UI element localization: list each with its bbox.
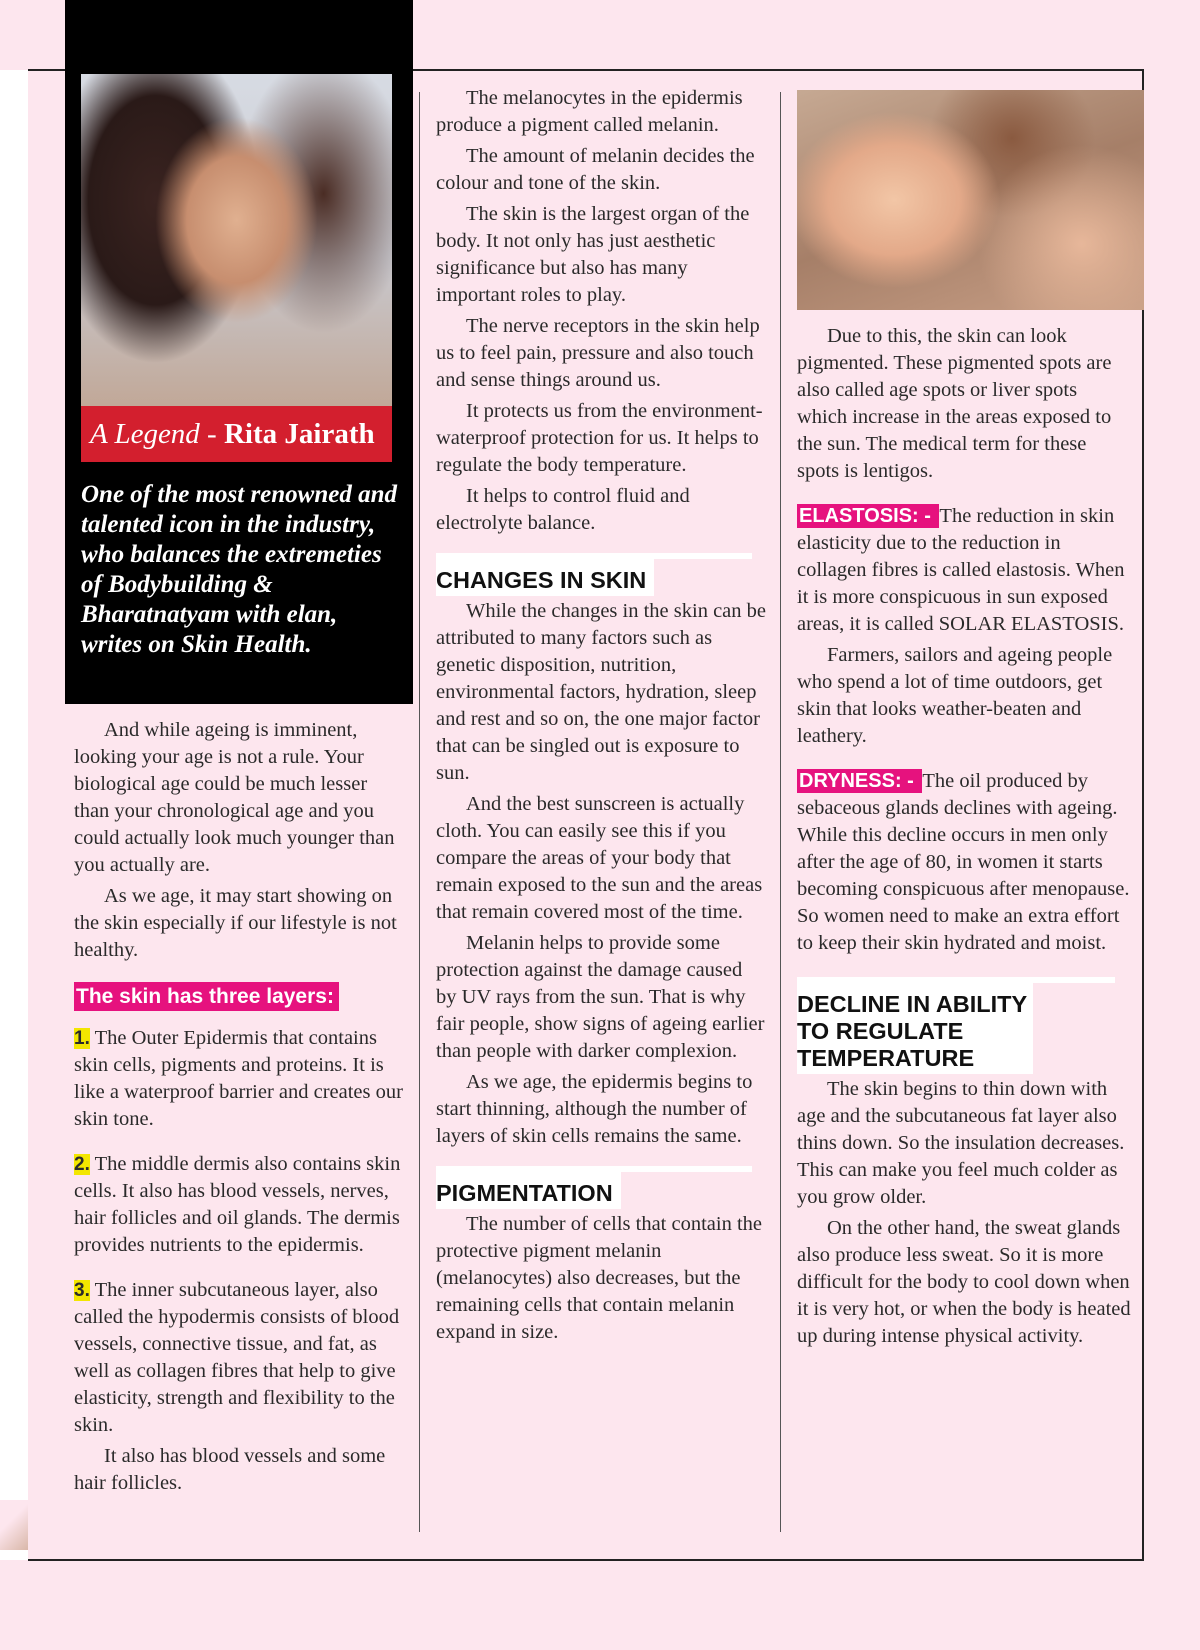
column-divider: [780, 92, 781, 1532]
elastosis-label: ELASTOSIS: -: [797, 504, 939, 528]
paragraph: On the other hand, the sweat glands also produce less sweat. So it is more difficult for the body to cool down when it is very hot, or when the body is heated up during intense physical activity.: [797, 1217, 1131, 1347]
heading-rule: [797, 977, 1115, 983]
layer-item: [74, 1025, 404, 1133]
paragraph: Melanin helps to provide some protection against the damage caused by UV rays from the sun. That is why fair people, show signs of ageing earlier than people with darker complexion.: [436, 932, 765, 1062]
caption-author-name: Rita Jairath: [223, 418, 375, 450]
section-heading: PIGMENTATION: [436, 1166, 621, 1209]
layer-text: The Outer Epidermis that contains skin cells, pigments and proteins. It is like a waterproof barrier and creates our skin tone.: [74, 1027, 403, 1130]
section-heading-block: [797, 977, 1132, 1074]
column-1: [74, 717, 404, 1497]
layer-number: 1.: [74, 1028, 90, 1049]
column-3: [797, 323, 1132, 1350]
layer-item: [74, 1151, 404, 1259]
dryness-label: DRYNESS: -: [797, 769, 922, 793]
dryness-text: The oil produced by sebaceous glands declines with ageing. While this decline occurs in men only after the age of 80, in women it starts becoming conspicuous after menopause. So women need to make an extra effort to keep their skin hydrated and moist.: [797, 770, 1130, 954]
layers-heading: The skin has three layers:: [74, 982, 339, 1011]
heading-rule: [436, 1166, 752, 1172]
paragraph: The amount of melanin decides the colour and tone of the skin.: [436, 145, 755, 194]
paragraph: As we age, it may start showing on the skin especially if our lifestyle is not healthy.: [74, 885, 397, 961]
column-divider: [419, 92, 420, 1532]
paragraph: As we age, the epidermis begins to start thinning, although the number of layers of skin cells remains the same.: [436, 1071, 753, 1147]
author-caption: [81, 406, 392, 462]
layer-number: 2.: [74, 1154, 90, 1175]
elastosis-text: The reduction in skin elasticity due to the reduction in collagen fibres is called elastosis. When it is more conspicuous in sun exposed areas, it is called SOLAR ELASTOSIS.: [797, 505, 1125, 635]
column-2: [436, 85, 766, 1346]
paragraph: The number of cells that contain the protective pigment melanin (melanocytes) also decreases, but the remaining cells that contain melanin expand in size.: [436, 1213, 763, 1343]
paragraph: While the changes in the skin can be attributed to many factors such as genetic disposition, nutrition, environmental factors, hydration, sleep and rest and so on, the one major factor that can be singled out is exposure to sun.: [436, 600, 766, 784]
heading-line: DECLINE IN ABILITY: [797, 991, 1028, 1017]
layer-number: 3.: [74, 1280, 90, 1301]
paragraph: It helps to control fluid and electrolyte balance.: [436, 485, 690, 534]
layers-heading-row: [74, 982, 404, 1011]
section-heading: CHANGES IN SKIN: [436, 553, 654, 596]
paragraph: [797, 503, 1132, 638]
author-portrait-image: [81, 74, 392, 406]
author-intro: One of the most renowned and talented icon in the industry, who balances the extremeties of Bodybuilding & Bharatnatyam with elan, writes on Skin Health.: [81, 481, 398, 658]
layer-text: The middle dermis also contains skin cells. It also has blood vessels, nerves, hair follicles and oil glands. The dermis provides nutrients to the epidermis.: [74, 1153, 401, 1256]
paragraph: And while ageing is imminent, looking your age is not a rule. Your biological age could be much lesser than your chronological age and you could actually look much younger than you actually are.: [74, 719, 395, 876]
paragraph: And the best sunscreen is actually cloth. You can easily see this if you compare the areas of your body that remain exposed to the sun and the areas that remain covered most of the time.: [436, 793, 763, 923]
caption-legend: A Legend -: [90, 418, 224, 450]
paragraph: The skin is the largest organ of the body. It not only has just aesthetic significance but also has many important roles to play.: [436, 203, 750, 306]
heading-rule: [436, 553, 752, 559]
freckled-skin-photo: [797, 90, 1144, 310]
section-heading-block: [436, 553, 766, 596]
paragraph: Farmers, sailors and ageing people who spend a lot of time outdoors, get skin that looks weather-beaten and leathery.: [797, 644, 1113, 747]
paragraph: It also has blood vessels and some hair follicles.: [74, 1445, 386, 1494]
adjacent-page-edge: [0, 70, 28, 1560]
section-heading-block: [436, 1166, 766, 1209]
paragraph: The nerve receptors in the skin help us to feel pain, pressure and also touch and sense things around us.: [436, 315, 760, 391]
layer-item: [74, 1277, 404, 1439]
layer-text: The inner subcutaneous layer, also called the hypodermis consists of blood vessels, connective tissue, and fat, as well as collagen fibres that help to give elasticity, strength and flexibility to the skin.: [74, 1279, 400, 1436]
adjacent-page-image-fragment: [0, 1500, 28, 1550]
paragraph: The skin begins to thin down with age and the subcutaneous fat layer also thins down. So the insulation decreases. This can make you feel much colder as you grow older.: [797, 1078, 1125, 1208]
paragraph: [797, 768, 1132, 957]
section-heading: [797, 977, 1033, 1074]
heading-line: TEMPERATURE: [797, 1045, 975, 1071]
paragraph: The melanocytes in the epidermis produce a pigment called melanin.: [436, 87, 743, 136]
paragraph: Due to this, the skin can look pigmented. These pigmented spots are also called age spots or liver spots which increase in the areas exposed to the sun. The medical term for these spots is lentigos.: [797, 325, 1112, 482]
heading-line: TO REGULATE: [797, 1018, 964, 1044]
paragraph: It protects us from the environment-waterproof protection for us. It helps to regulate the body temperature.: [436, 400, 763, 476]
